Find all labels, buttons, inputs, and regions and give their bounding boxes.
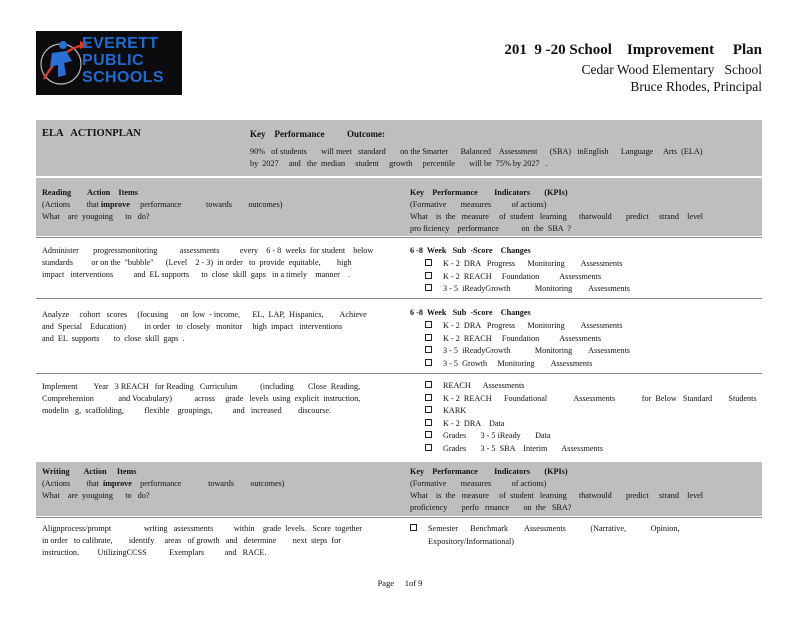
row-divider (36, 298, 762, 299)
logo-line-3: SCHOOLS (82, 69, 164, 86)
kpi-3-list (425, 380, 757, 455)
logo-line-1: EVERETT (82, 35, 159, 52)
action-item-1-line-1: Administer progressmonitoring assessments every 6 - 8 weeks for student below (42, 246, 374, 255)
reading-actions-subheading: (Actions that improve performance towards outcomes) (42, 200, 283, 209)
kpi-list-item: 3 - 5 Growth Monitoring Assessments (425, 358, 630, 371)
action-item-3-line-1: Implement Year 3 REACH for Reading Curriculum (including Close Reading, (42, 382, 361, 391)
kpi-list-item: 3 - 5 iReadyGrowth Monitoring Assessments (425, 345, 630, 358)
action-plan-title: ELA ACTIONPLAN (42, 128, 141, 139)
reading-kpi-heading: Key Performance Indicators (KPIs) (410, 188, 568, 197)
row-divider (36, 237, 762, 238)
action-item-2-line-2: and Special Education) in order to closely monitor high impact interventions (42, 322, 343, 331)
checkbox-icon (425, 431, 432, 438)
writing-kpi-question-cont: proficiency perfo rmance on the SBA? (410, 503, 572, 512)
reading-what-question: What are yougoing to do? (42, 212, 150, 221)
action-item-3-line-3: modelin g, scaffolding, flexible groupings, and increased discourse. (42, 406, 332, 415)
outcome-text-line-1: 90% of students will meet standard on the Smarter Balanced Assessment (SBA) inEnglish Language Arts (ELA) (250, 147, 703, 156)
page-number: Page 1of 9 (377, 578, 423, 588)
kpi-1-title: 6 -8 Week Sub -Score Changes (410, 246, 531, 255)
writing-kpi-list (410, 523, 680, 548)
checkbox-icon (425, 346, 432, 353)
kpi-list-item: Grades 3 - 5 SBA Interim Assessments (425, 443, 757, 456)
kpi-list-item: K - 2 DRA Progress Monitoring Assessments (425, 320, 630, 333)
kpi-list-item: K - 2 DRA Progress Monitoring Assessments (425, 258, 630, 271)
kpi-list-item: K - 2 REACH Foundation Assessments (425, 271, 630, 284)
kpi-1-list (425, 258, 630, 296)
action-item-1-line-3: impact interventions and EL supports to close skill gaps in a timely manner . (42, 270, 351, 279)
reading-action-items-heading: Reading Action Items (42, 188, 138, 197)
checkbox-icon (425, 321, 432, 328)
writing-actions-subheading: (Actions that improve performance towards outcomes) (42, 479, 285, 488)
checkbox-icon (410, 524, 417, 531)
checkbox-icon (425, 419, 432, 426)
checkbox-icon (425, 381, 432, 388)
logo-line-2: PUBLIC (82, 52, 144, 69)
reading-kpi-question: What is the measure of student learning thatwould predict strand level (410, 212, 704, 221)
checkbox-icon (425, 272, 432, 279)
writing-kpi-question: What is the measure of student learning thatwould predict strand level (410, 491, 704, 500)
kpi-2-list (425, 320, 630, 370)
writing-item-line-1: Alignprocess/prompt writing assessments within grade levels. Score together (42, 524, 362, 533)
action-item-1-line-2: standards or on the "bubble" (Level 2 - 3) in order to provide equitable, high (42, 258, 352, 267)
kpi-list-item: Grades 3 - 5 iReady Data (425, 430, 757, 443)
writing-item-line-3: instruction. UtilizingCCSS Exemplars and RACE. (42, 548, 267, 557)
kpi-list-item: K - 2 REACH Foundational Assessments for Below Standard Students (425, 393, 757, 406)
principal-name: Bruce Rhodes, Principal (630, 79, 762, 94)
reading-kpi-question-cont: pro ficiency performance on the SBA ? (410, 224, 571, 233)
checkbox-icon (425, 359, 432, 366)
action-item-2-line-3: and EL supports to close skill gaps . (42, 334, 185, 343)
outcome-text-line-2: by 2027 and the median student growth percentile will be 75% by 2027 . (250, 159, 548, 168)
key-performance-outcome-label: Key Performance Outcome: (250, 129, 385, 139)
checkbox-icon (425, 394, 432, 401)
checkbox-icon (425, 259, 432, 266)
checkbox-icon (425, 334, 432, 341)
checkbox-icon (425, 284, 432, 291)
checkbox-icon (425, 406, 432, 413)
writing-action-items-heading: Writing Action Items (42, 467, 137, 476)
document-title: 201 9 -20 School Improvement Plan (504, 42, 762, 58)
kpi-2-title: 6 -8 Week Sub -Score Changes (410, 308, 531, 317)
kpi-list-item: K - 2 REACH Foundation Assessments (425, 333, 630, 346)
kpi-list-item: K - 2 DRA Data (425, 418, 757, 431)
writing-what-question: What are yougoing to do? (42, 491, 150, 500)
kpi-list-item-cont: Expository/Informational) (428, 536, 514, 546)
writing-kpi-subheading: (Formative measures of actions) (410, 479, 547, 488)
checkbox-icon (425, 444, 432, 451)
writing-kpi-heading: Key Performance Indicators (KPIs) (410, 467, 568, 476)
kpi-list-item: 3 - 5 iReadyGrowth Monitoring Assessments (425, 283, 630, 296)
school-name: Cedar Wood Elementary School (581, 62, 762, 77)
writing-item-line-2: in order to calibrate, identify areas of growth and determine next steps for (42, 536, 341, 545)
action-item-2-line-1: Analyze cohort scores (focusing on low - income, EL, LAP, Hispanics, Achieve (42, 310, 367, 319)
district-logo (36, 31, 182, 95)
action-item-3-line-2: Comprehension and Vocabulary) across grade levels using explicit instruction, (42, 394, 361, 403)
kpi-list-item: KARK (425, 405, 757, 418)
row-divider (36, 517, 762, 518)
kpi-list-item: Semester Benchmark Assessments (Narrative, Opinion, (410, 523, 680, 536)
kpi-list-item: REACH Assessments (425, 380, 757, 393)
row-divider (36, 373, 762, 374)
reading-kpi-subheading: (Formative measures of actions) (410, 200, 547, 209)
